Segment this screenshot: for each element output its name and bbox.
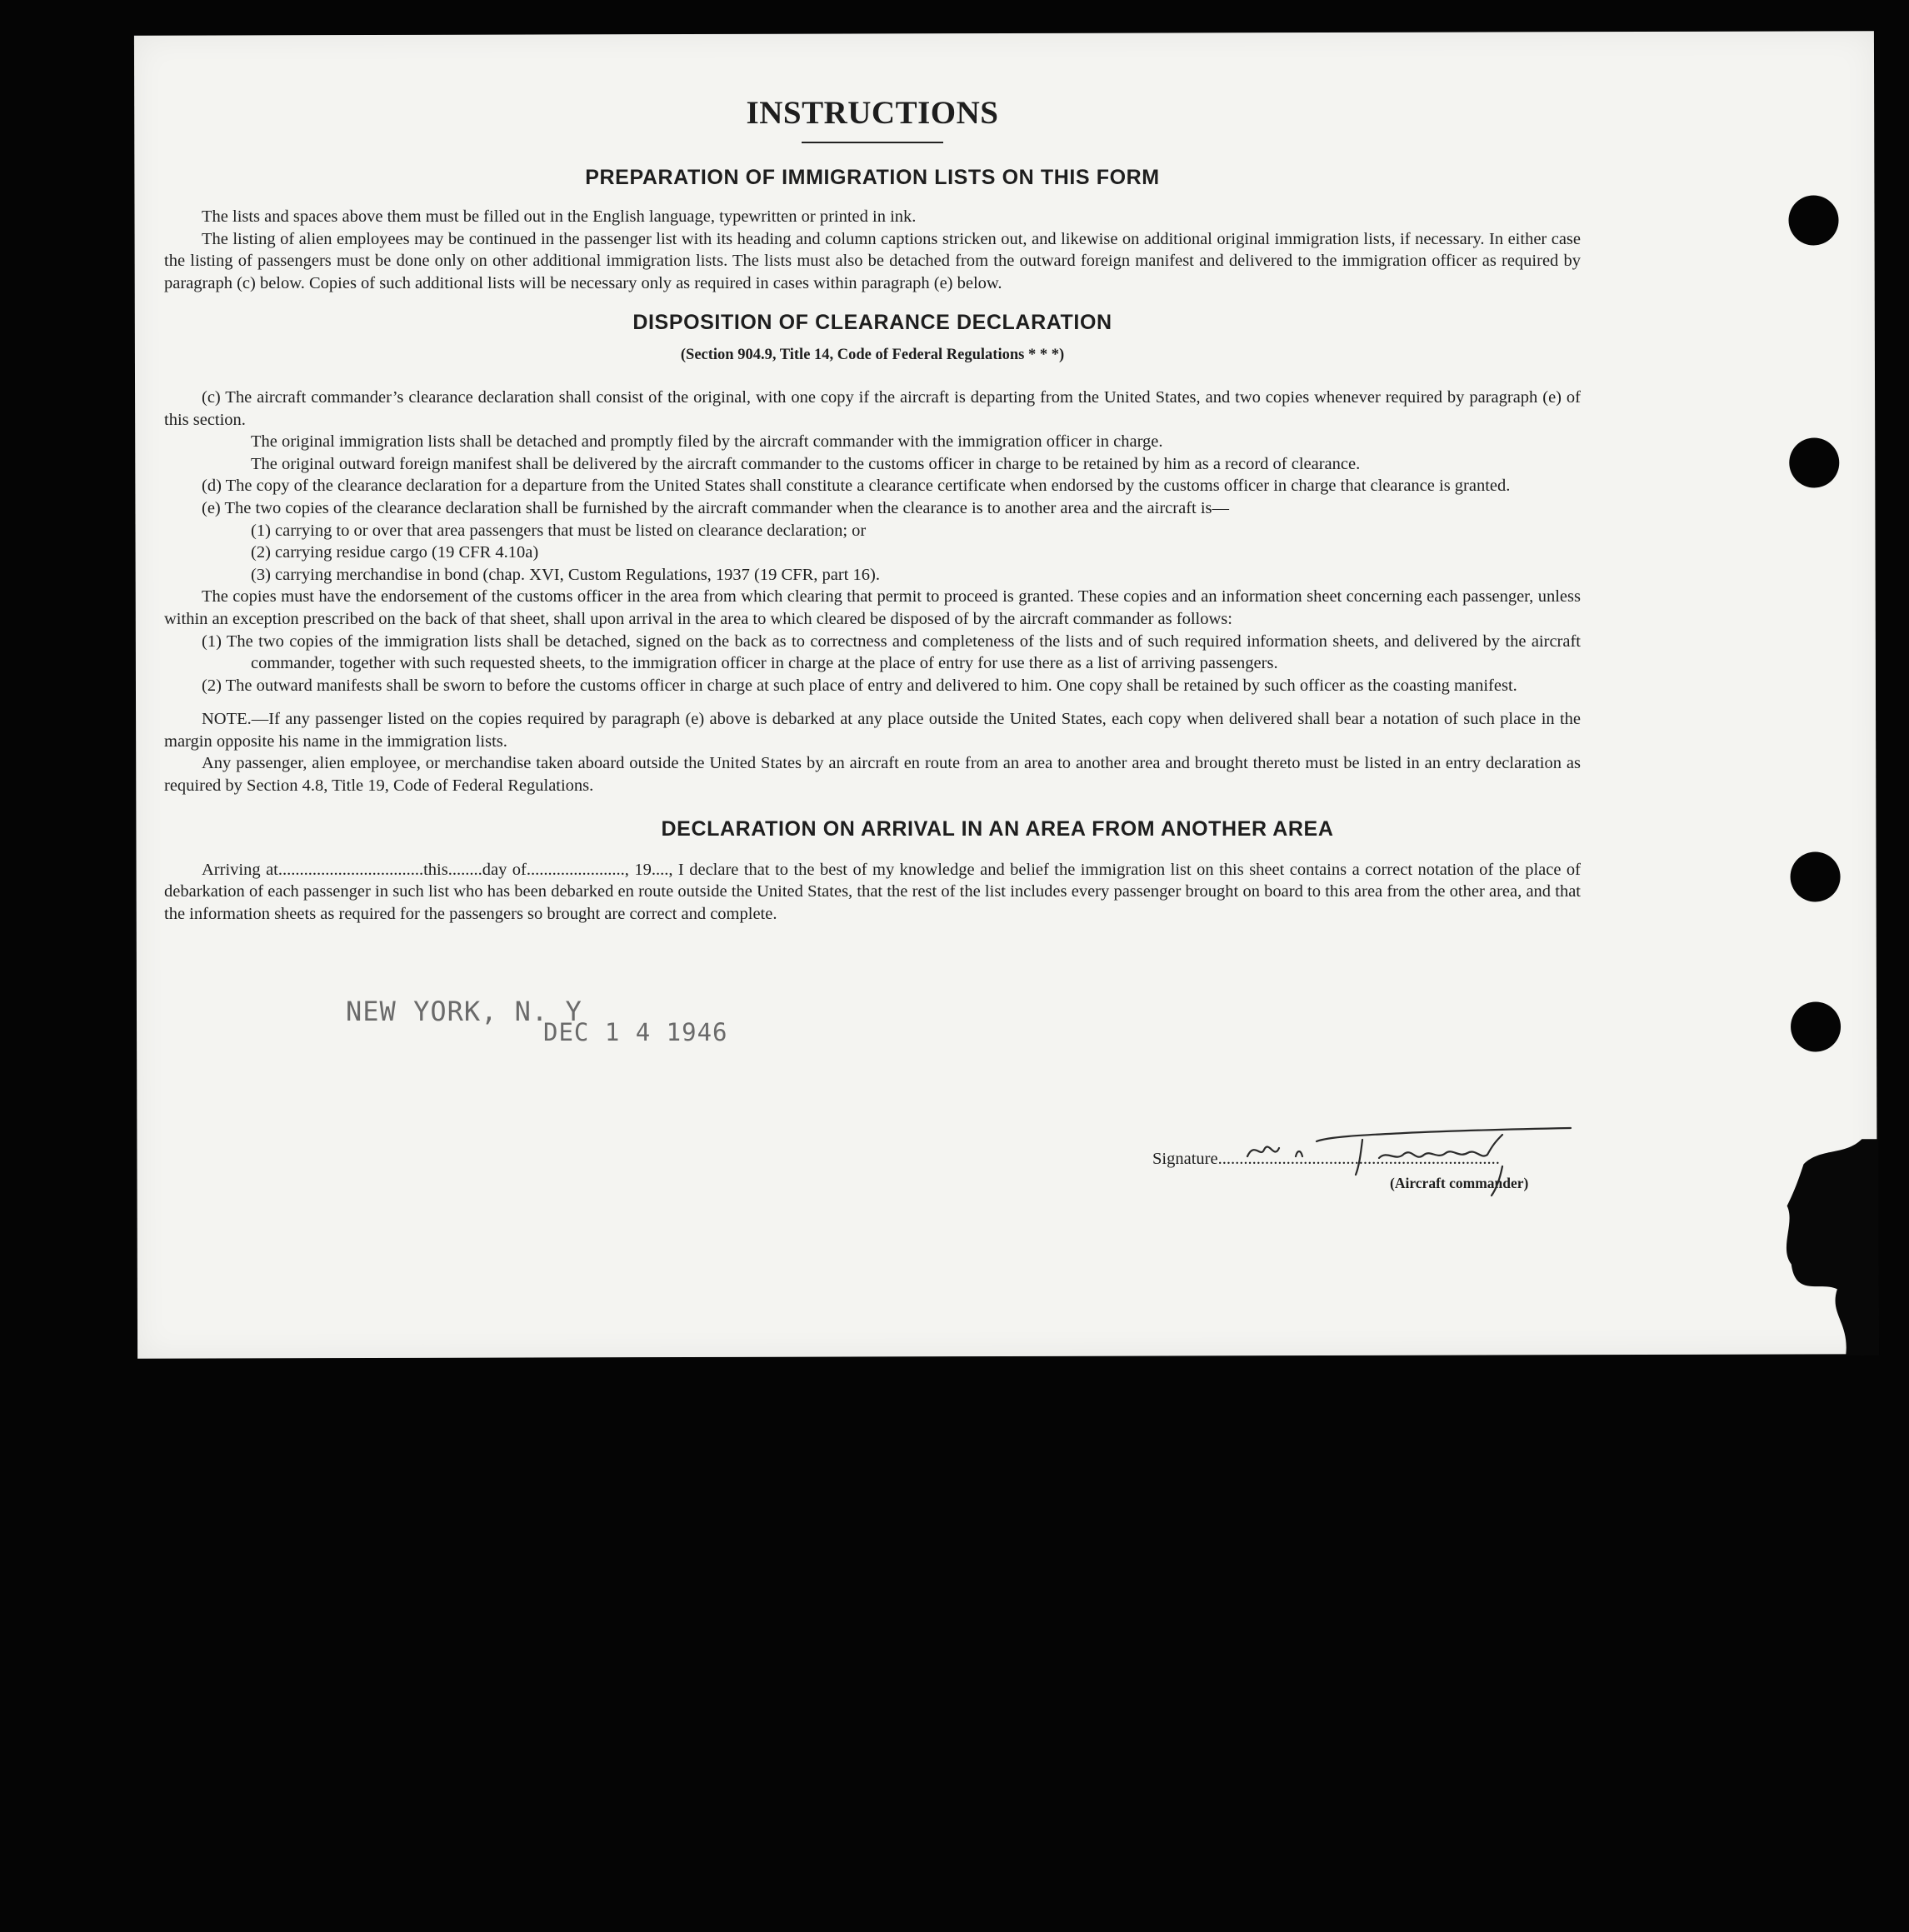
list-item: (3) carrying merchandise in bond (chap. XVI, Custom Regulations, 1937 (19 CFR, part 16).	[251, 565, 880, 584]
paragraph-c: (c) The aircraft commander’s clearance declaration shall consist of the original, with one copy if the aircraft is departing from the United States, and two copies whenever required by paragraph (e) of this section.	[164, 387, 1581, 429]
page-title: INSTRUCTIONS	[746, 95, 999, 131]
handwritten-signature	[1237, 1116, 1587, 1200]
instructions-text	[164, 58, 1581, 925]
list-item: (2) carrying residue cargo (19 CFR 4.10a)	[251, 543, 539, 562]
punch-hole	[1790, 851, 1840, 901]
punch-hole	[1791, 1001, 1841, 1051]
section-heading-declaration: DECLARATION ON ARRIVAL IN AN AREA FROM ANOTHER AREA	[661, 816, 1334, 841]
place-stamp: NEW YORK, N. Y	[346, 996, 582, 1027]
paragraph-c-1: The original immigration lists shall be detached and promptly filed by the aircraft commander with the immigration officer in charge.	[251, 432, 1163, 452]
paragraph-copies: The copies must have the endorsement of the customs officer in the area from which clearing that permit to proceed is granted. These copies and an information sheet concerning each passenger, unless within an exception prescribed on the back of that sheet, shall upon arrival in the area to which cleared be disposed of by the aircraft commander as follows:	[164, 587, 1581, 628]
paragraph: The lists and spaces above them must be filled out in the English language, typewritten or printed in ink.	[202, 207, 917, 226]
date-stamp: DEC 1 4 1946	[543, 1018, 728, 1046]
signature-dots: ..................................................................	[1217, 1150, 1500, 1168]
section-heading-disposition: DISPOSITION OF CLEARANCE DECLARATION	[632, 311, 1112, 335]
section-heading-preparation: PREPARATION OF IMMIGRATION LISTS ON THIS FORM	[585, 166, 1160, 189]
list-item: (1) The two copies of the immigration lists shall be detached, signed on the back as to correctness and completeness of the lists and of such required information sheets, and delivered by the aircraft commander, together with such requested sheets, to the immigration officer in charge at the place of entry for use there as a list of arriving passengers.	[202, 632, 1581, 673]
signature-caption: (Aircraft commander)	[1390, 1175, 1529, 1191]
torn-edge-damage	[1770, 1131, 1879, 1355]
list-item: (2) The outward manifests shall be sworn to before the customs officer in charge at such place of entry and delivered to him. One copy shall be retained by such officer as the coasting manifest.	[202, 676, 1517, 695]
section-citation: (Section 904.9, Title 14, Code of Federal Regulations * * *)	[680, 347, 1065, 364]
title-underline	[802, 142, 943, 143]
paragraph-e: (e) The two copies of the clearance declaration shall be furnished by the aircraft commander when the clearance is to another area and the aircraft is—	[202, 498, 1230, 517]
punch-hole	[1789, 437, 1839, 487]
entry-declaration-paragraph: Any passenger, alien employee, or merchandise taken aboard outside the United States by an aircraft en route from an area to another area and brought thereto must be listed in an entry declaration as required by Section 4.8, Title 19, Code of Federal Regulations.	[164, 754, 1581, 796]
declaration-paragraph: Arriving at..................................this........day of......................., 19...., I declare that to the best of my knowledge and belief the immigration list on this sheet contains a correct notation of the place of debarkation of each passenger in such list who has been debarked en route outside the United States, that the rest of the list includes every passenger brought on board to this area from the other area, and that the information sheets as required for the passengers so brought are correct and complete.	[164, 860, 1581, 923]
signature-label: Signature	[1152, 1150, 1218, 1168]
list-item: (1) carrying to or over that area passengers that must be listed on clearance declaration; or	[251, 521, 867, 540]
punch-hole	[1788, 195, 1838, 245]
paragraph-c-2: The original outward foreign manifest shall be delivered by the aircraft commander to the customs officer in charge to be retained by him as a record of clearance.	[251, 454, 1361, 473]
paragraph: The listing of alien employees may be continued in the passenger list with its heading and column captions stricken out, and likewise on additional original immigration lists, if necessary. In either case the listing of passengers must be done only on other additional immigration lists. The lists must also be detached from the outward foreign manifest and delivered to the immigration officer as required by paragraph (c) below. Copies of such additional lists will be necessary only as required in cases within paragraph (e) below.	[164, 229, 1581, 292]
note-paragraph: NOTE.—If any passenger listed on the copies required by paragraph (e) above is debarked at any place outside the United States, each copy when delivered shall bear a notation of such place in the margin opposite his name in the immigration lists.	[164, 710, 1581, 751]
paragraph-d: (d) The copy of the clearance declaration for a departure from the United States shall constitute a clearance certificate when endorsed by the customs officer in charge that clearance is granted.	[202, 477, 1511, 496]
